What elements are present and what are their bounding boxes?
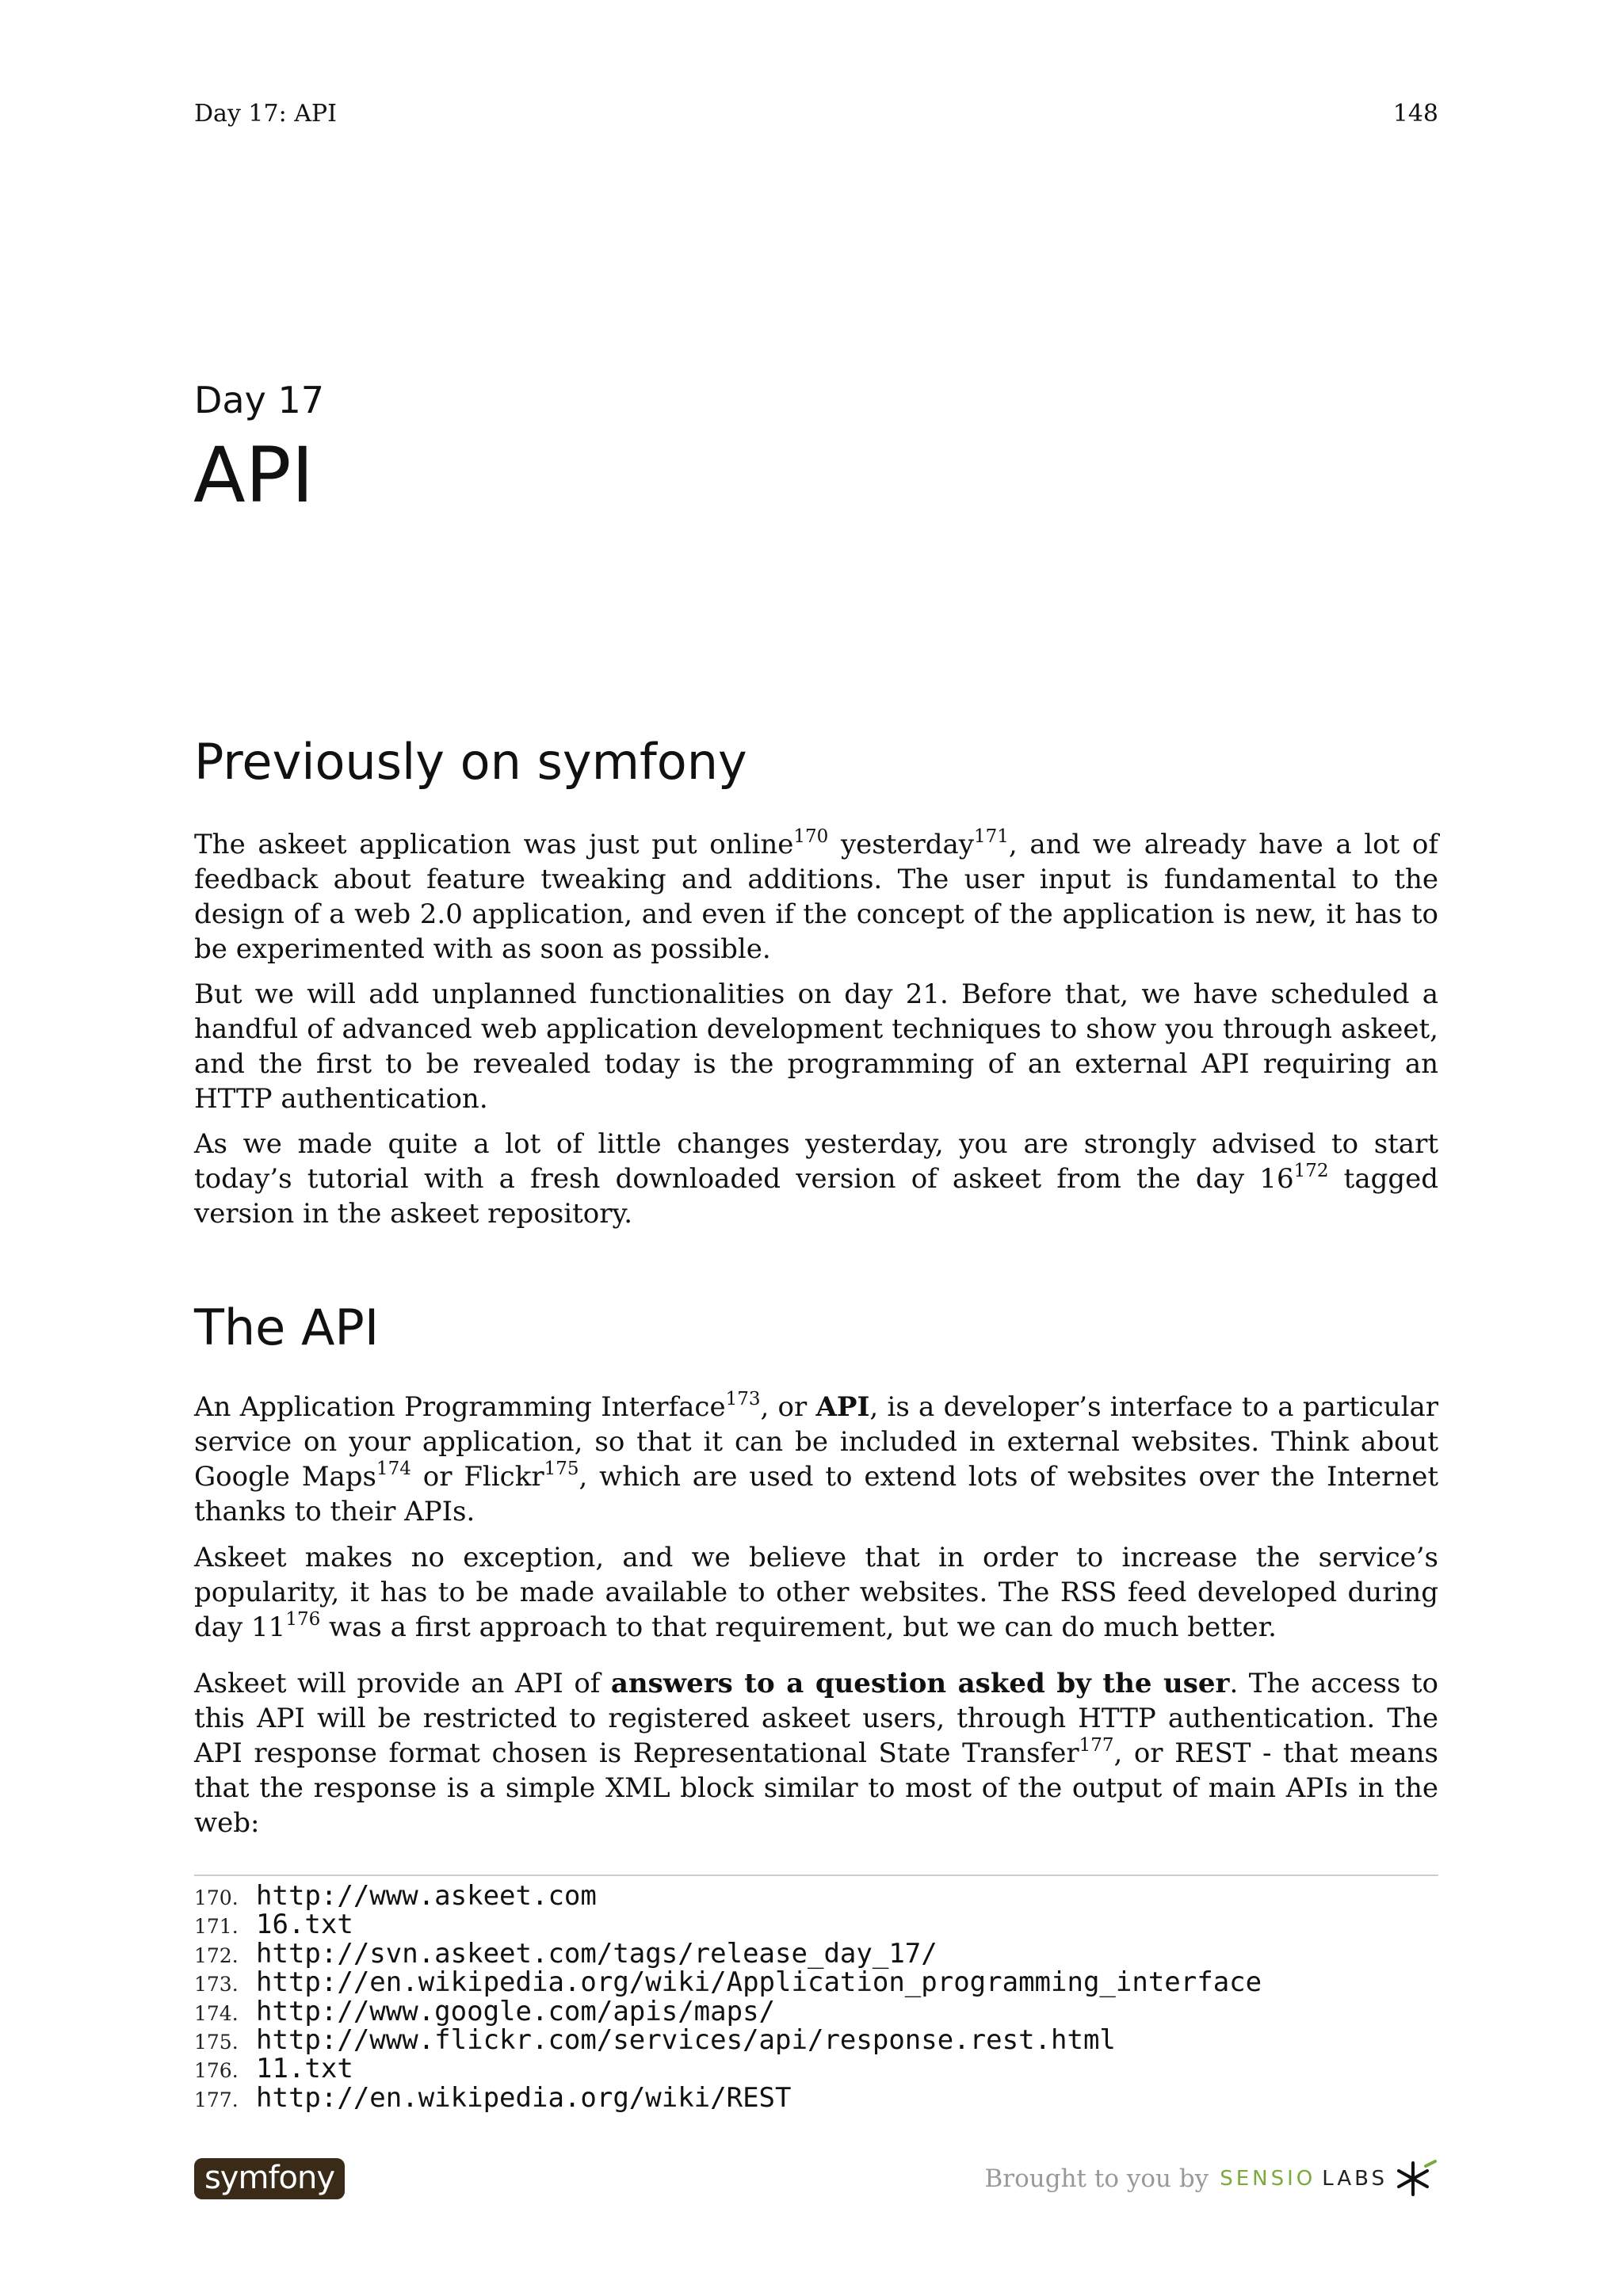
footnote-ref[interactable]: 175	[544, 1459, 579, 1479]
footnote-item: 176. 11.txt	[194, 2053, 353, 2085]
brought-to-you-text: Brought to you by	[984, 2164, 1209, 2193]
paragraph-askeet-exception: Askeet makes no exception, and we believe that in order to increase the service’s popularity, it has to be made available to other websites. The RSS feed developed during day $11^{176}$ was a first approach to that requirement, but we can do much better.	[194, 1542, 1438, 1643]
footnote-link[interactable]: http://www.askeet.com	[256, 1880, 597, 1912]
paragraph-unplanned: But we will add unplanned functionalities on day 21. Before that, we have scheduled a handful of advanced web application development techniques to show you through askeet, and the first to be revealed today is the programming of an external API requiring an HTTP authentication.	[194, 978, 1438, 1115]
paragraph-api-provide: Askeet will provide an API of answers to a question asked by the user. The access to this API will be restricted to registered askeet users, through HTTP authentication. The API response format chosen is Representational State Transfer$^{177}$, or REST - that means that the response is a simple XML block similar to most of the output of main APIs in the web:	[194, 1668, 1439, 1839]
footnote-ref[interactable]: 174	[376, 1459, 411, 1479]
sensiolabs-star-icon	[1394, 2160, 1438, 2198]
footnote-divider	[194, 1875, 1438, 1876]
footnote-link[interactable]: http://en.wikipedia.org/wiki/REST	[256, 2081, 792, 2114]
footnote-item: 177. http://en.wikipedia.org/wiki/REST	[194, 2081, 792, 2114]
footnote-ref[interactable]: 173	[725, 1389, 761, 1409]
section-heading-previously: Previously on symfony	[194, 733, 747, 791]
sensiolabs-credit	[985, 2157, 1438, 2201]
footnote-link[interactable]: http://www.google.com/apis/maps/	[256, 1995, 776, 2027]
footnote-ref[interactable]: 176	[285, 1609, 321, 1630]
chapter-title: API	[193, 431, 314, 520]
paragraph-api-definition: An Application Programming Interface$^{173}$, or API, is a developer’s interface to a particular service on your application, so that it can be included in external websites. Think about Google Maps$^{174}$ or Flickr$^{175}$, which are used to extend lots of websites over the Internet thanks to their APIs.	[194, 1389, 1439, 1527]
symfony-logo: symfony	[194, 2158, 345, 2199]
footnote-ref[interactable]: 177	[1079, 1735, 1114, 1756]
footnote-item: 174. http://www.google.com/apis/maps/	[194, 1995, 776, 2027]
sensio-wordmark: SENSIO	[1220, 2167, 1316, 2191]
footnote-link[interactable]: http://www.flickr.com/services/api/response.rest.html	[256, 2023, 1116, 2056]
labs-wordmark: LABS	[1322, 2167, 1388, 2191]
footnote-item: 173. http://en.wikipedia.org/wiki/Application_programming_interface	[194, 1966, 1262, 1999]
footnote-ref[interactable]: 171	[974, 826, 1009, 847]
footnote-item: 172. http://svn.askeet.com/tags/release_day_17/	[194, 1937, 938, 1970]
section-heading-the-api: The API	[194, 1299, 380, 1356]
footnote-ref[interactable]: 172	[1293, 1161, 1329, 1181]
paragraph-intro: The askeet application was just put online$^{170}$ yesterday$^{171}$, and we already have a lot of feedback about feature tweaking and additions. The user input is fundamental to the design of a web 2.0 application, and even if the concept of the application is new, it has to be experimented with as soon as possible.	[194, 826, 1438, 965]
chapter-label: Day 17	[194, 379, 324, 421]
footnote-item: 175. http://www.flickr.com/services/api/response.rest.html	[194, 2023, 1116, 2056]
footnote-ref[interactable]: 170	[793, 826, 829, 847]
footnote-link[interactable]: 16.txt	[256, 1909, 353, 1941]
running-title: Day 17: API	[194, 100, 337, 128]
page-number: 148	[1392, 100, 1438, 128]
footnote-list	[194, 1880, 1262, 2114]
footnote-link[interactable]: http://en.wikipedia.org/wiki/Application_programming_interface	[256, 1966, 1262, 1999]
footnote-link[interactable]: http://svn.askeet.com/tags/release_day_17/	[256, 1937, 938, 1970]
paragraph-advice: As we made quite a lot of little changes yesterday, you are strongly advised to start today’s tutorial with a fresh downloaded version of askeet from the day $16^{172}$ tagged version in the askeet repository.	[194, 1128, 1439, 1230]
footnote-item: 171. 16.txt	[194, 1909, 353, 1941]
footnote-link[interactable]: 11.txt	[256, 2053, 353, 2085]
footnote-item: 170. http://www.askeet.com	[194, 1880, 597, 1912]
